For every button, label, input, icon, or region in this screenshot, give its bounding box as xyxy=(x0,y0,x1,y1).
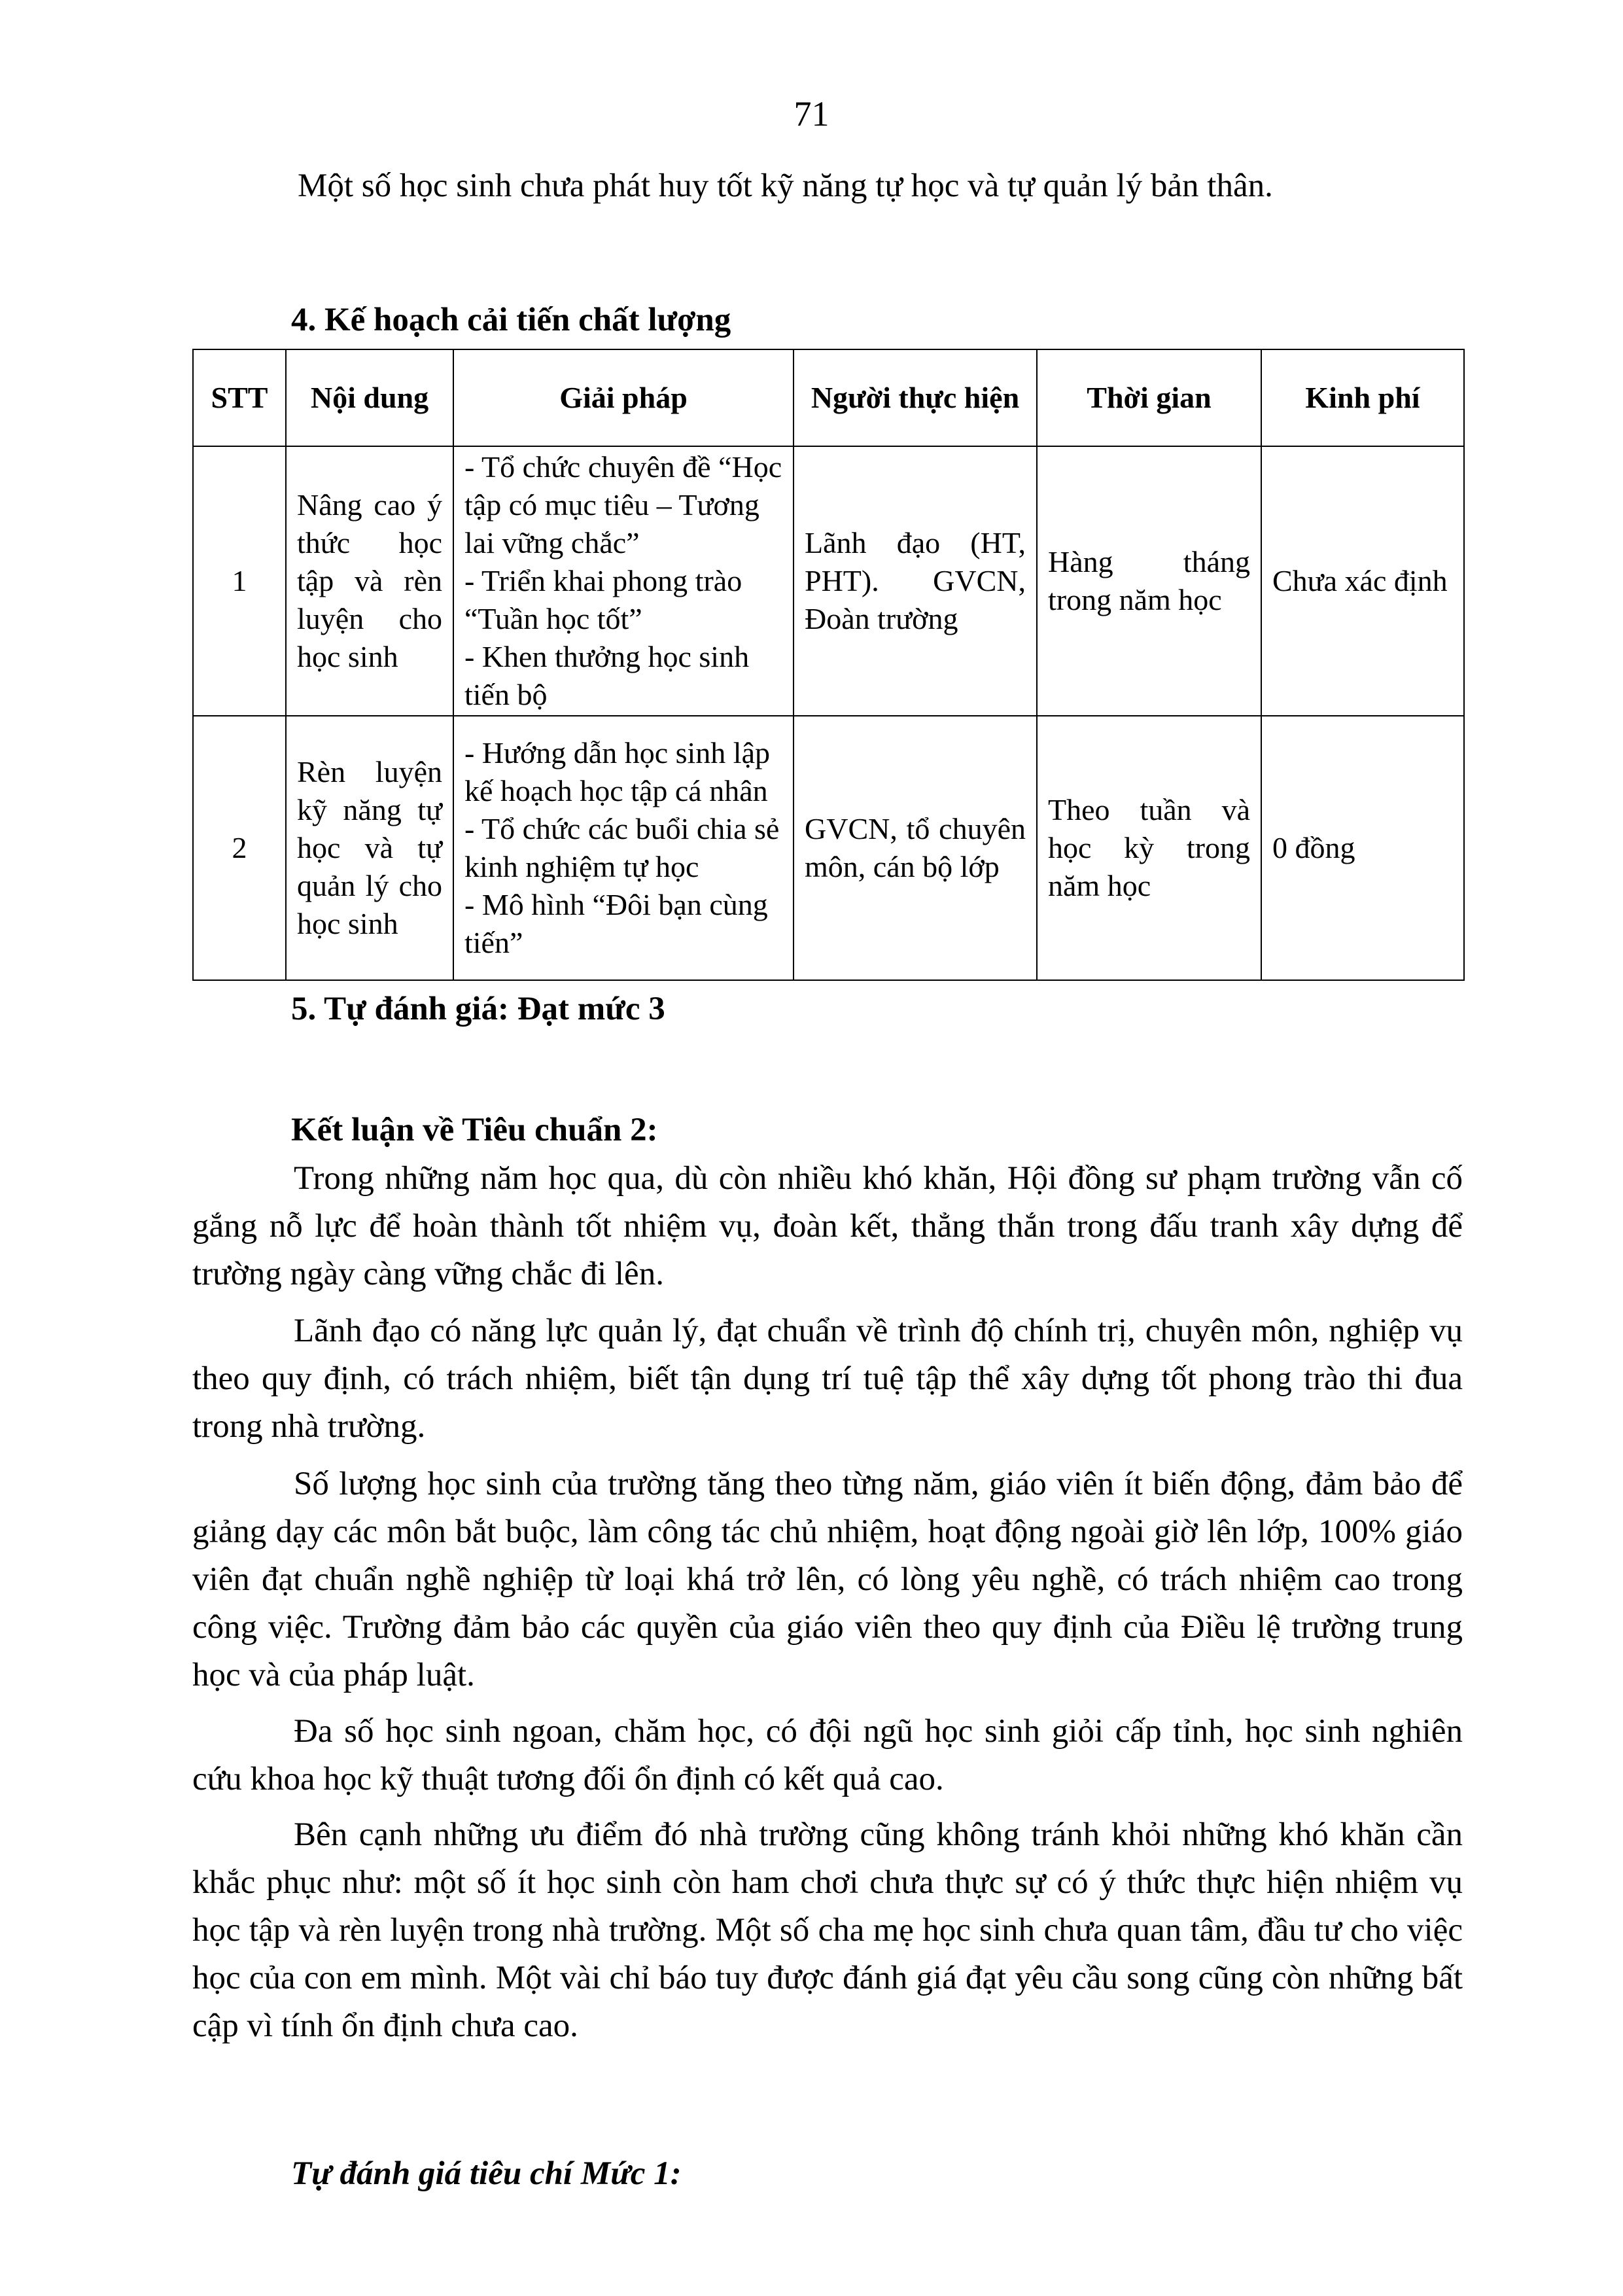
cell-stt: 2 xyxy=(193,716,286,980)
solution-item: - Hướng dẫn học sinh lập kế hoạch học tập cá nhân xyxy=(464,736,771,807)
cell-solution xyxy=(453,446,794,716)
header-solution: Giải pháp xyxy=(453,349,794,446)
solution-item: - Triển khai phong trào “Tuần học tốt” xyxy=(464,564,742,635)
section-5-heading: 5. Tự đánh giá: Đạt mức 3 xyxy=(291,991,665,1027)
cell-executor: Lãnh đạo (HT, PHT). GVCN, Đoàn trường xyxy=(794,446,1037,716)
solution-item: - Tổ chức chuyên đề “Học tập có mục tiêu – Tương lai vững chắc” xyxy=(464,450,782,559)
cell-time: Theo tuần và học kỳ trong năm học xyxy=(1037,716,1261,980)
cell-content: Rèn luyện kỹ năng tự học và tự quản lý cho học sinh xyxy=(286,716,453,980)
solution-item: - Mô hình “Đôi bạn cùng tiến” xyxy=(464,888,768,959)
cell-budget: 0 đồng xyxy=(1261,716,1464,980)
self-evaluation-heading: Tự đánh giá tiêu chí Mức 1: xyxy=(291,2155,682,2192)
header-executor: Người thực hiện xyxy=(794,349,1037,446)
solution-item: - Tổ chức các buổi chia sẻ kinh nghiệm tự học xyxy=(464,812,780,883)
header-content: Nội dung xyxy=(286,349,453,446)
table-row xyxy=(193,716,1464,980)
cell-stt: 1 xyxy=(193,446,286,716)
cell-budget: Chưa xác định xyxy=(1261,446,1464,716)
table-header-row xyxy=(193,349,1464,446)
conclusion-paragraph: Đa số học sinh ngoan, chăm học, có đội ngũ học sinh giỏi cấp tỉnh, học sinh nghiên cứu khoa học kỹ thuật tương đối ổn định có kết quả cao. xyxy=(192,1713,1463,1797)
page-number: 71 xyxy=(794,94,829,133)
conclusion-paragraph: Trong những năm học qua, dù còn nhiều khó khăn, Hội đồng sư phạm trường vẫn cố gắng nỗ lực để hoàn thành tốt nhiệm vụ, đoàn kết, thẳng thắn trong đấu tranh xây dựng để trường ngày càng vững chắc đi lên. xyxy=(192,1160,1463,1292)
solution-item: - Khen thưởng học sinh tiến bộ xyxy=(464,640,750,711)
conclusion-heading: Kết luận về Tiêu chuẩn 2: xyxy=(291,1112,658,1148)
cell-solution xyxy=(453,716,794,980)
cell-executor: GVCN, tổ chuyên môn, cán bộ lớp xyxy=(794,716,1037,980)
conclusion-paragraph: Lãnh đạo có năng lực quản lý, đạt chuẩn về trình độ chính trị, chuyên môn, nghiệp vụ theo quy định, có trách nhiệm, biết tận dụng trí tuệ tập thể xây dựng tốt phong trào thi đua trong nhà trường. xyxy=(192,1313,1463,1445)
header-stt: STT xyxy=(193,349,286,446)
intro-text: Một số học sinh chưa phát huy tốt kỹ năng tự học và tự quản lý bản thân. xyxy=(298,168,1273,204)
header-time: Thời gian xyxy=(1037,349,1261,446)
table-row xyxy=(193,446,1464,716)
improvement-plan-table xyxy=(192,349,1465,981)
cell-time: Hàng tháng trong năm học xyxy=(1037,446,1261,716)
conclusion-paragraph: Bên cạnh những ưu điểm đó nhà trường cũng không tránh khỏi những khó khăn cần khắc phục như: một số ít học sinh còn ham chơi chưa thực sự có ý thức thực hiện nhiệm vụ học tập và rèn luyện trong nhà trường. Một số cha mẹ học sinh chưa quan tâm, đầu tư cho việc học của con em mình. Một vài chỉ báo tuy được đánh giá đạt yêu cầu song cũng còn những bất cập vì tính ổn định chưa cao. xyxy=(192,1816,1463,2044)
cell-content: Nâng cao ý thức học tập và rèn luyện cho học sinh xyxy=(286,446,453,716)
section-4-heading: 4. Kế hoạch cải tiến chất lượng xyxy=(291,302,731,338)
conclusion-paragraph: Số lượng học sinh của trường tăng theo từng năm, giáo viên ít biến động, đảm bảo để giảng dạy các môn bắt buộc, làm công tác chủ nhiệm, hoạt động ngoài giờ lên lớp, 100% giáo viên đạt chuẩn nghề nghiệp từ loại khá trở lên, có lòng yêu nghề, có trách nhiệm cao trong công việc. Trường đảm bảo các quyền của giáo viên theo quy định của Điều lệ trường trung học và của pháp luật. xyxy=(192,1466,1463,1693)
header-budget: Kinh phí xyxy=(1261,349,1464,446)
